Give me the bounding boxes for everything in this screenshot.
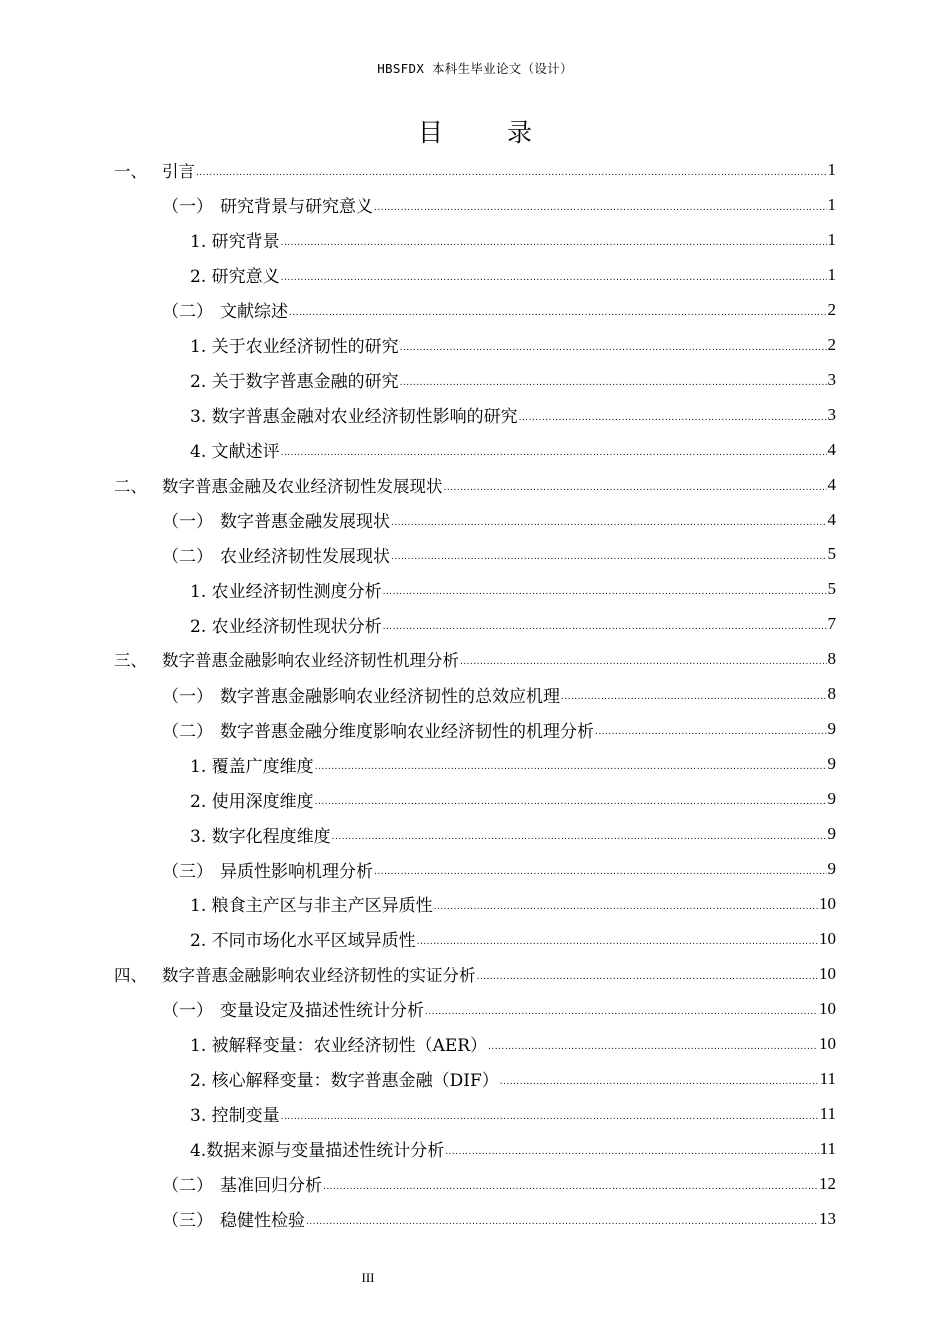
- toc-leader-dots: [281, 1097, 819, 1131]
- toc-leader-dots: [374, 188, 827, 222]
- toc-leader-dots: [306, 1202, 818, 1236]
- toc-leader-dots: [519, 398, 827, 432]
- toc-entry-number: （二）: [162, 302, 213, 323]
- toc-entry[interactable]: [190, 363, 836, 397]
- toc-leader-dots: [323, 1167, 818, 1201]
- toc-entry-number: 三、: [114, 651, 147, 671]
- toc-entry-label: 数字普惠金融及农业经济韧性发展现状: [162, 476, 443, 496]
- toc-entry-label: 1. 农业经济韧性测度分析: [190, 581, 382, 602]
- toc-leader-dots: [445, 1132, 818, 1166]
- toc-leader-dots: [315, 747, 827, 781]
- toc-leader-dots: [391, 537, 827, 571]
- toc-leader-dots: [374, 852, 827, 886]
- toc-entry[interactable]: [190, 922, 836, 956]
- toc-entry-number: （二）: [162, 546, 213, 567]
- toc-leader-dots: [281, 223, 827, 257]
- toc-entry-label: 变量设定及描述性统计分析: [220, 1001, 424, 1022]
- toc-entry[interactable]: [190, 1062, 836, 1096]
- toc-entry-page: 12: [819, 1173, 836, 1193]
- toc-entry-page: 3: [827, 404, 836, 424]
- toc-entry[interactable]: [162, 1202, 836, 1236]
- toc-leader-dots: [400, 328, 827, 362]
- toc-entry-number: （二）: [162, 1176, 213, 1197]
- toc-entry-label: 1. 覆盖广度维度: [190, 756, 314, 777]
- toc-entry-label: 数字普惠金融发展现状: [220, 512, 390, 532]
- toc-entry-page: 10: [819, 963, 836, 983]
- toc-entry-page: 9: [827, 754, 836, 774]
- toc-entry-page: 4: [827, 474, 836, 494]
- toc-entry-number: 一、: [114, 162, 147, 181]
- toc-entry[interactable]: [114, 642, 836, 676]
- toc-entry-page: 2: [827, 334, 836, 354]
- page-number: III: [361, 1270, 375, 1285]
- toc-entry-label: 2. 关于数字普惠金融的研究: [190, 372, 399, 393]
- toc-entry-number: 二、: [114, 476, 147, 496]
- toc-entry[interactable]: [190, 1097, 836, 1131]
- toc-entry-label: 3. 数字化程度维度: [190, 826, 331, 847]
- toc-entry-number: （一）: [162, 1001, 213, 1022]
- toc-entry-page: 10: [819, 928, 836, 948]
- toc-title: 目 录: [418, 118, 560, 147]
- toc-entry[interactable]: [114, 153, 836, 187]
- toc-entry-page: 10: [819, 1033, 836, 1053]
- toc-entry-label: 异质性影响机理分析: [220, 861, 373, 882]
- toc-entry-page: 11: [819, 1068, 836, 1088]
- toc-entry-page: 8: [827, 649, 836, 669]
- toc-entry-number: （三）: [162, 1211, 213, 1231]
- toc-entry[interactable]: [114, 957, 836, 991]
- toc-leader-dots: [444, 468, 827, 502]
- toc-leader-dots: [425, 992, 818, 1026]
- toc-entry[interactable]: [162, 293, 836, 327]
- toc-entry[interactable]: [162, 677, 836, 711]
- toc-entry[interactable]: [162, 852, 836, 886]
- toc-entry-page: 4: [827, 509, 836, 529]
- toc-leader-dots: [315, 782, 827, 816]
- toc-entry[interactable]: [190, 328, 836, 362]
- toc-entry-label: 基准回归分析: [220, 1176, 322, 1197]
- toc-entry[interactable]: [114, 468, 836, 502]
- toc-entry-label: 农业经济韧性发展现状: [220, 546, 390, 567]
- toc-entry[interactable]: [190, 572, 836, 606]
- toc-entry-number: （一）: [162, 686, 213, 707]
- toc-entry[interactable]: [162, 712, 836, 746]
- toc-entry[interactable]: [190, 607, 836, 641]
- toc-leader-dots: [383, 572, 827, 606]
- toc-entry[interactable]: [190, 398, 836, 432]
- toc-entry-label: 2. 研究意义: [190, 267, 280, 288]
- toc-entry-label: 2. 农业经济韧性现状分析: [190, 616, 382, 637]
- toc-entry[interactable]: [190, 433, 836, 467]
- toc-entry-label: 1. 粮食主产区与非主产区异质性: [190, 896, 433, 917]
- toc-leader-dots: [332, 817, 827, 851]
- toc-entry-page: 9: [827, 789, 836, 809]
- toc-leader-dots: [281, 433, 827, 467]
- toc-entry-number: （二）: [162, 721, 213, 742]
- toc-entry-label: 2. 核心解释变量：数字普惠金融（DIF）: [190, 1071, 499, 1092]
- toc-entry[interactable]: [190, 887, 836, 921]
- toc-entry-page: 9: [827, 859, 836, 878]
- toc-entry-label: 1. 关于农业经济韧性的研究: [190, 337, 399, 358]
- toc-leader-dots: [281, 258, 827, 292]
- toc-entry-page: 1: [827, 264, 836, 284]
- toc-entry-page: 5: [827, 544, 836, 564]
- toc-entry-page: 3: [827, 369, 836, 389]
- toc-entry-page: 10: [819, 893, 836, 913]
- toc-entry-page: 8: [827, 684, 836, 704]
- toc-entry-label: 3. 数字普惠金融对农业经济韧性影响的研究: [190, 407, 518, 428]
- toc-leader-dots: [383, 607, 827, 641]
- toc-entry-page: 2: [827, 299, 836, 319]
- toc-entry-page: 11: [819, 1138, 836, 1158]
- toc-entry-label: 1. 研究背景: [190, 232, 280, 253]
- toc-entry-page: 1: [827, 194, 836, 214]
- toc-entry-label: 2. 使用深度维度: [190, 791, 314, 812]
- toc-leader-dots: [289, 293, 827, 327]
- toc-entry[interactable]: [162, 992, 836, 1026]
- toc-entry[interactable]: [190, 223, 836, 257]
- toc-leader-dots: [595, 712, 827, 746]
- toc-leader-dots: [391, 503, 827, 537]
- toc-leader-dots: [477, 957, 819, 991]
- toc-entry-label: 3. 控制变量: [190, 1106, 280, 1127]
- toc-entry[interactable]: [190, 782, 836, 816]
- toc-entry-page: 4: [827, 439, 836, 459]
- toc-entry-page: 11: [819, 1103, 836, 1123]
- toc-entry-label: 数字普惠金融影响农业经济韧性机理分析: [162, 651, 459, 671]
- toc-entry-label: 文献综述: [220, 302, 288, 323]
- toc-entry-label: 稳健性检验: [220, 1211, 305, 1231]
- toc-entry-number: （一）: [162, 512, 213, 532]
- toc-entry-label: 2. 不同市场化水平区域异质性: [190, 931, 416, 952]
- toc-leader-dots: [434, 887, 818, 921]
- toc-entry[interactable]: [190, 747, 836, 781]
- toc-entry-label: 数字普惠金融分维度影响农业经济韧性的机理分析: [220, 721, 594, 742]
- toc-entry[interactable]: [162, 537, 836, 571]
- toc-entry[interactable]: [162, 503, 836, 537]
- toc-entry-number: 四、: [114, 965, 147, 985]
- toc-entry[interactable]: [190, 1027, 836, 1061]
- toc-entry-page: 13: [819, 1208, 836, 1228]
- toc-entry-page: 9: [827, 824, 836, 844]
- toc-entry[interactable]: [190, 817, 836, 851]
- toc-leader-dots: [196, 153, 827, 187]
- toc-entry-number: （一）: [162, 197, 213, 218]
- toc-leader-dots: [500, 1062, 819, 1096]
- toc-entry-number: （三）: [162, 861, 213, 882]
- toc-entry-label: 研究背景与研究意义: [220, 197, 373, 218]
- toc-entry-label: 4.数据来源与变量描述性统计分析: [190, 1141, 445, 1162]
- toc-leader-dots: [460, 642, 827, 676]
- toc-entry[interactable]: [162, 1167, 836, 1201]
- toc-leader-dots: [488, 1027, 818, 1061]
- toc-entry-page: 9: [827, 719, 836, 739]
- toc-entry[interactable]: [190, 1132, 836, 1166]
- toc-entry-page: 10: [819, 998, 836, 1018]
- toc-leader-dots: [417, 922, 818, 956]
- page-header: HBSFDX 本科生毕业论文（设计）: [377, 61, 573, 76]
- toc-entry-label: 4. 文献述评: [190, 442, 280, 463]
- toc-leader-dots: [400, 363, 827, 397]
- toc-leader-dots: [561, 677, 827, 711]
- toc-entry-label: 数字普惠金融影响农业经济韧性的实证分析: [162, 965, 476, 985]
- toc-entry-page: 7: [827, 614, 836, 634]
- toc-entry-page: 1: [827, 160, 836, 179]
- toc-entry[interactable]: [190, 258, 836, 292]
- toc-entry-page: 1: [827, 229, 836, 249]
- toc-entry-label: 1. 被解释变量：农业经济韧性（AER）: [190, 1036, 488, 1057]
- toc-entry-label: 引言: [162, 162, 195, 181]
- toc-entry[interactable]: [162, 188, 836, 222]
- toc-entry-page: 5: [827, 579, 836, 599]
- toc-entry-label: 数字普惠金融影响农业经济韧性的总效应机理: [220, 686, 560, 707]
